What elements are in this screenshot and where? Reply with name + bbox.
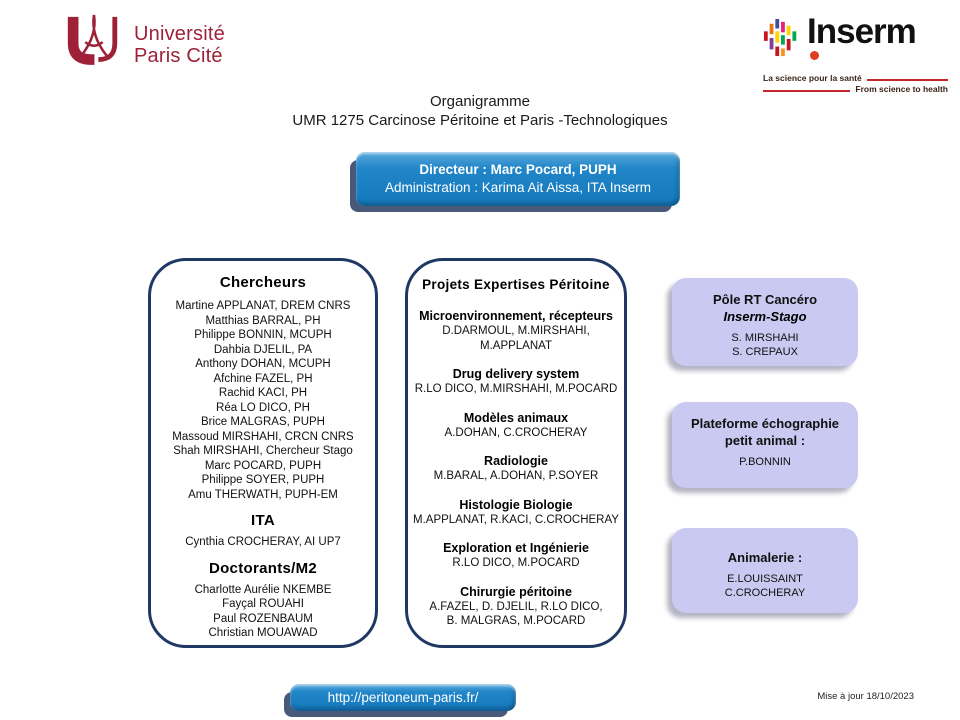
side-box-member-list — [672, 572, 858, 600]
page-title-line1: Organigramme — [429, 93, 531, 110]
member-name: C.CROCHERAY — [724, 587, 806, 599]
plateforme-echographie-box — [672, 402, 858, 488]
project-heading: Exploration et Ingénierie — [443, 541, 589, 555]
member-name: Martine APPLANAT, DREM CNRS — [175, 300, 351, 312]
chercheurs-member-list — [151, 299, 375, 502]
member-name: Marc POCARD, PUPH — [204, 459, 322, 472]
side-box-title — [672, 291, 858, 308]
project-section — [408, 453, 624, 484]
page-title — [0, 92, 960, 130]
side-box-title-line: Pôle RT Cancéro — [712, 292, 818, 307]
pole-rt-cancero-box — [672, 278, 858, 366]
member-name: Philippe BONNIN, MCUPH — [194, 329, 332, 341]
ita-member-list — [151, 535, 375, 550]
inserm-red-dot-icon — [810, 51, 819, 60]
member-name: Afchine FAZEL, PH — [213, 372, 313, 385]
project-members-line: M.APPLANAT, R.KACI, C.CROCHERAY — [413, 513, 619, 526]
administration-name: Administration : Karima Ait Aissa, ITA Inserm — [384, 180, 652, 195]
member-name: Philippe SOYER, PUPH — [201, 474, 325, 486]
page-title-line2: UMR 1275 Carcinose Péritoine et Paris -Technologiques — [292, 112, 668, 129]
projets-box — [405, 258, 627, 648]
member-name: Brice MALGRAS, PUPH — [201, 416, 325, 428]
member-name: Amu THERWATH, PUPH-EM — [188, 488, 338, 501]
member-name: Anthony DOHAN, MCUPH — [195, 358, 331, 370]
project-members-line: A.FAZEL, D. DJELIL, R.LO DICO, — [429, 600, 603, 613]
project-heading: Chirurgie péritoine — [460, 584, 572, 599]
member-name: Charlotte Aurélie NKEMBE — [194, 583, 332, 596]
project-members-line: D.DARMOUL, M.MIRSHAHI, — [442, 325, 590, 337]
doctorants-member-list — [151, 583, 375, 641]
project-members-line: M.BARAL, A.DOHAN, P.SOYER — [433, 470, 599, 482]
website-link[interactable] — [290, 684, 516, 711]
project-section — [408, 497, 624, 528]
side-box-title — [672, 549, 858, 566]
side-box-member-list — [672, 455, 858, 469]
chercheurs-box — [148, 258, 378, 648]
member-name: S. MIRSHAHI — [731, 332, 799, 344]
universite-paris-cite-logo — [62, 14, 225, 76]
member-name: Matthias BARRAL, PH — [205, 314, 321, 327]
upc-logo-text-line1: Université — [134, 23, 225, 45]
project-members-line: B. MALGRAS, M.POCARD — [446, 615, 586, 627]
member-name: Christian MOUAWAD — [208, 627, 318, 639]
side-box-title-line: petit animal : — [724, 433, 806, 448]
member-name: E.LOUISSAINT — [727, 573, 803, 585]
project-heading: Microenvironnement, récepteurs — [419, 309, 613, 323]
upc-logo-text-line2: Paris Cité — [134, 45, 223, 67]
project-heading: Radiologie — [484, 454, 548, 468]
inserm-wordmark — [807, 12, 916, 52]
website-url-text: http://peritoneum-paris.fr/ — [327, 690, 479, 705]
side-box-title-line: Animalerie : — [727, 550, 803, 565]
project-section — [408, 366, 624, 397]
side-box-subtitle: Inserm-Stago — [723, 309, 807, 324]
ita-title: ITA — [251, 512, 275, 529]
director-name: Directeur : Marc Pocard, PUPH — [419, 162, 617, 177]
project-members-line: M.APPLANAT — [480, 339, 552, 352]
inserm-tagline-en: From science to health — [855, 84, 948, 94]
inserm-logo-top — [763, 12, 948, 61]
projets-title: Projets Expertises Péritoine — [422, 277, 610, 292]
inserm-logo — [763, 12, 948, 95]
project-section — [408, 308, 624, 353]
member-name: P.BONNIN — [739, 456, 791, 468]
side-box-member-list — [672, 331, 858, 359]
member-name: Fayçal ROUAHI — [222, 598, 304, 610]
side-box-title-line: Plateforme échographie — [690, 416, 840, 431]
upc-logo-text — [134, 23, 225, 67]
projets-sections — [408, 308, 624, 629]
inserm-logo-text: Inserm — [807, 12, 916, 51]
project-heading: Modèles animaux — [463, 410, 569, 425]
project-members-line: A.DOHAN, C.CROCHERAY — [444, 426, 588, 439]
inserm-tagline-fr: La science pour la santé — [763, 73, 862, 83]
project-section — [408, 584, 624, 629]
member-name: Shah MIRSHAHI, Chercheur Stago — [173, 445, 353, 457]
tagline-rule-icon — [867, 79, 948, 81]
animalerie-box — [672, 528, 858, 613]
inserm-bars-icon — [763, 15, 801, 61]
upc-logo-icon — [62, 14, 124, 76]
project-section — [408, 410, 624, 441]
member-name: Massoud MIRSHAHI, CRCN CNRS — [172, 430, 354, 443]
member-name: Rachid KACI, PH — [218, 387, 308, 399]
last-updated: Mise à jour 18/10/2023 — [817, 691, 914, 702]
member-name: S. CREPAUX — [732, 346, 798, 358]
chercheurs-title: Chercheurs — [219, 274, 307, 291]
member-name: Réa LO DICO, PH — [216, 401, 310, 414]
project-heading: Drug delivery system — [452, 367, 580, 381]
doctorants-title: Doctorants/M2 — [208, 559, 318, 577]
side-box-title — [672, 415, 858, 449]
project-section — [408, 540, 624, 571]
director-box — [356, 152, 680, 206]
member-name: Cynthia CROCHERAY, AI UP7 — [185, 536, 341, 548]
project-members-line: R.LO DICO, M.POCARD — [452, 557, 580, 569]
project-heading: Histologie Biologie — [459, 497, 573, 512]
member-name: Dahbia DJELIL, PA — [213, 343, 313, 356]
project-members-line: R.LO DICO, M.MIRSHAHI, M.POCARD — [414, 383, 618, 395]
member-name: Paul ROZENBAUM — [213, 612, 313, 625]
